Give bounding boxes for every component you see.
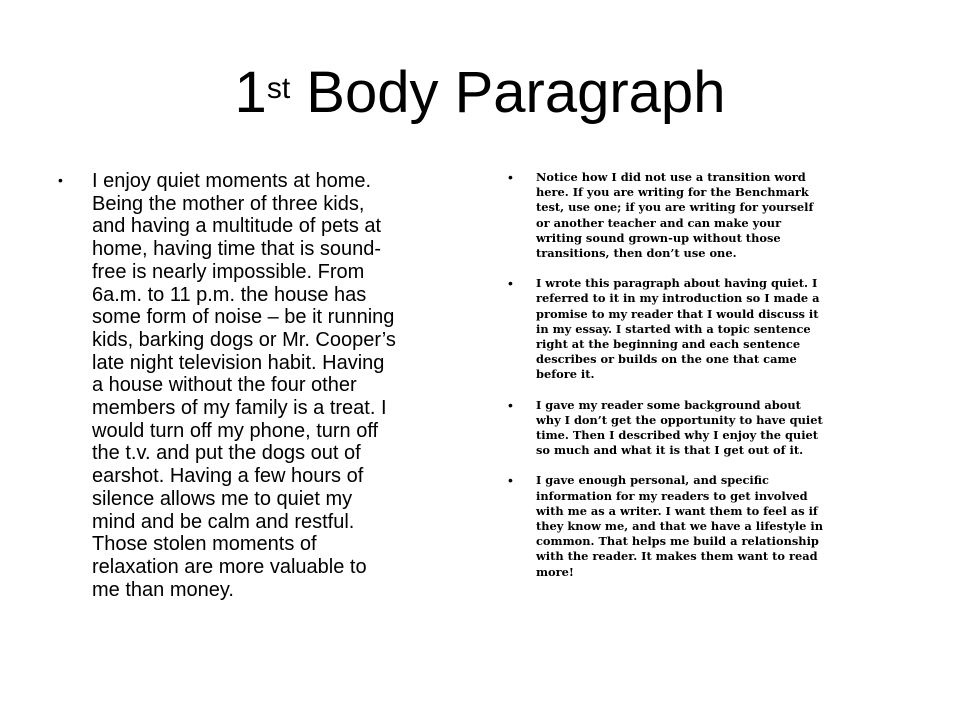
note-item	[508, 398, 908, 459]
bullet-icon: •	[508, 169, 513, 185]
note-item	[508, 276, 908, 382]
body-paragraph-text: I enjoy quiet moments at home. Being the mother of three kids, and having a multitude of pets at home, having time that is sound- free is nearly impossible. From 6a.m. to 11 p.m. the house has some form of noise – be it running kids, barking dogs or Mr. Cooper’s late night television habit. Having a house without the four other members of my family is a treat. I would turn off my phone, turn off the t.v. and put the dogs out of earshot. Having a few hours of silence allows me to quiet my mind and be calm and restful. Those stolen moments of relaxation are more valuable to me than money.	[92, 170, 396, 601]
note-item	[508, 473, 908, 579]
title-text: Body Paragraph	[306, 60, 726, 125]
bullet-icon: •	[508, 396, 513, 413]
note-item	[508, 170, 908, 261]
note-text: I gave my reader some background about why I don’t get the opportunity to have quiet time. Then I described why I enjoy the quiet so much and what it is that I get out of it.	[536, 397, 823, 458]
bullet-icon: •	[508, 472, 513, 489]
note-text: I wrote this paragraph about having quiet. I referred to it in my introduction so I made a promise to my reader that I would discuss it in my essay. I started with a topic sentence right at the beginning and each sentence describes or builds on the one that came before it.	[536, 276, 820, 382]
body-paragraph-column	[58, 170, 468, 601]
note-text: Notice how I did not use a transition word here. If you are writing for the Benchmark test, use one; if you are writing for yourself or another teacher and can make your writing sound grown-up without those transitions, then don’t use one.	[536, 170, 814, 261]
slide-title	[0, 58, 960, 128]
title-number: 1	[234, 60, 267, 125]
note-text: I gave enough personal, and specific information for my readers to get involved with me as a writer. I want them to feel as if they know me, and that we have a lifestyle in common. That helps me build a relationship with the reader. It makes them want to read more!	[536, 473, 823, 579]
bullet-icon: •	[58, 172, 63, 188]
notes-list	[508, 170, 908, 595]
bullet-icon: •	[508, 275, 513, 292]
title-superscript: st	[266, 72, 291, 105]
